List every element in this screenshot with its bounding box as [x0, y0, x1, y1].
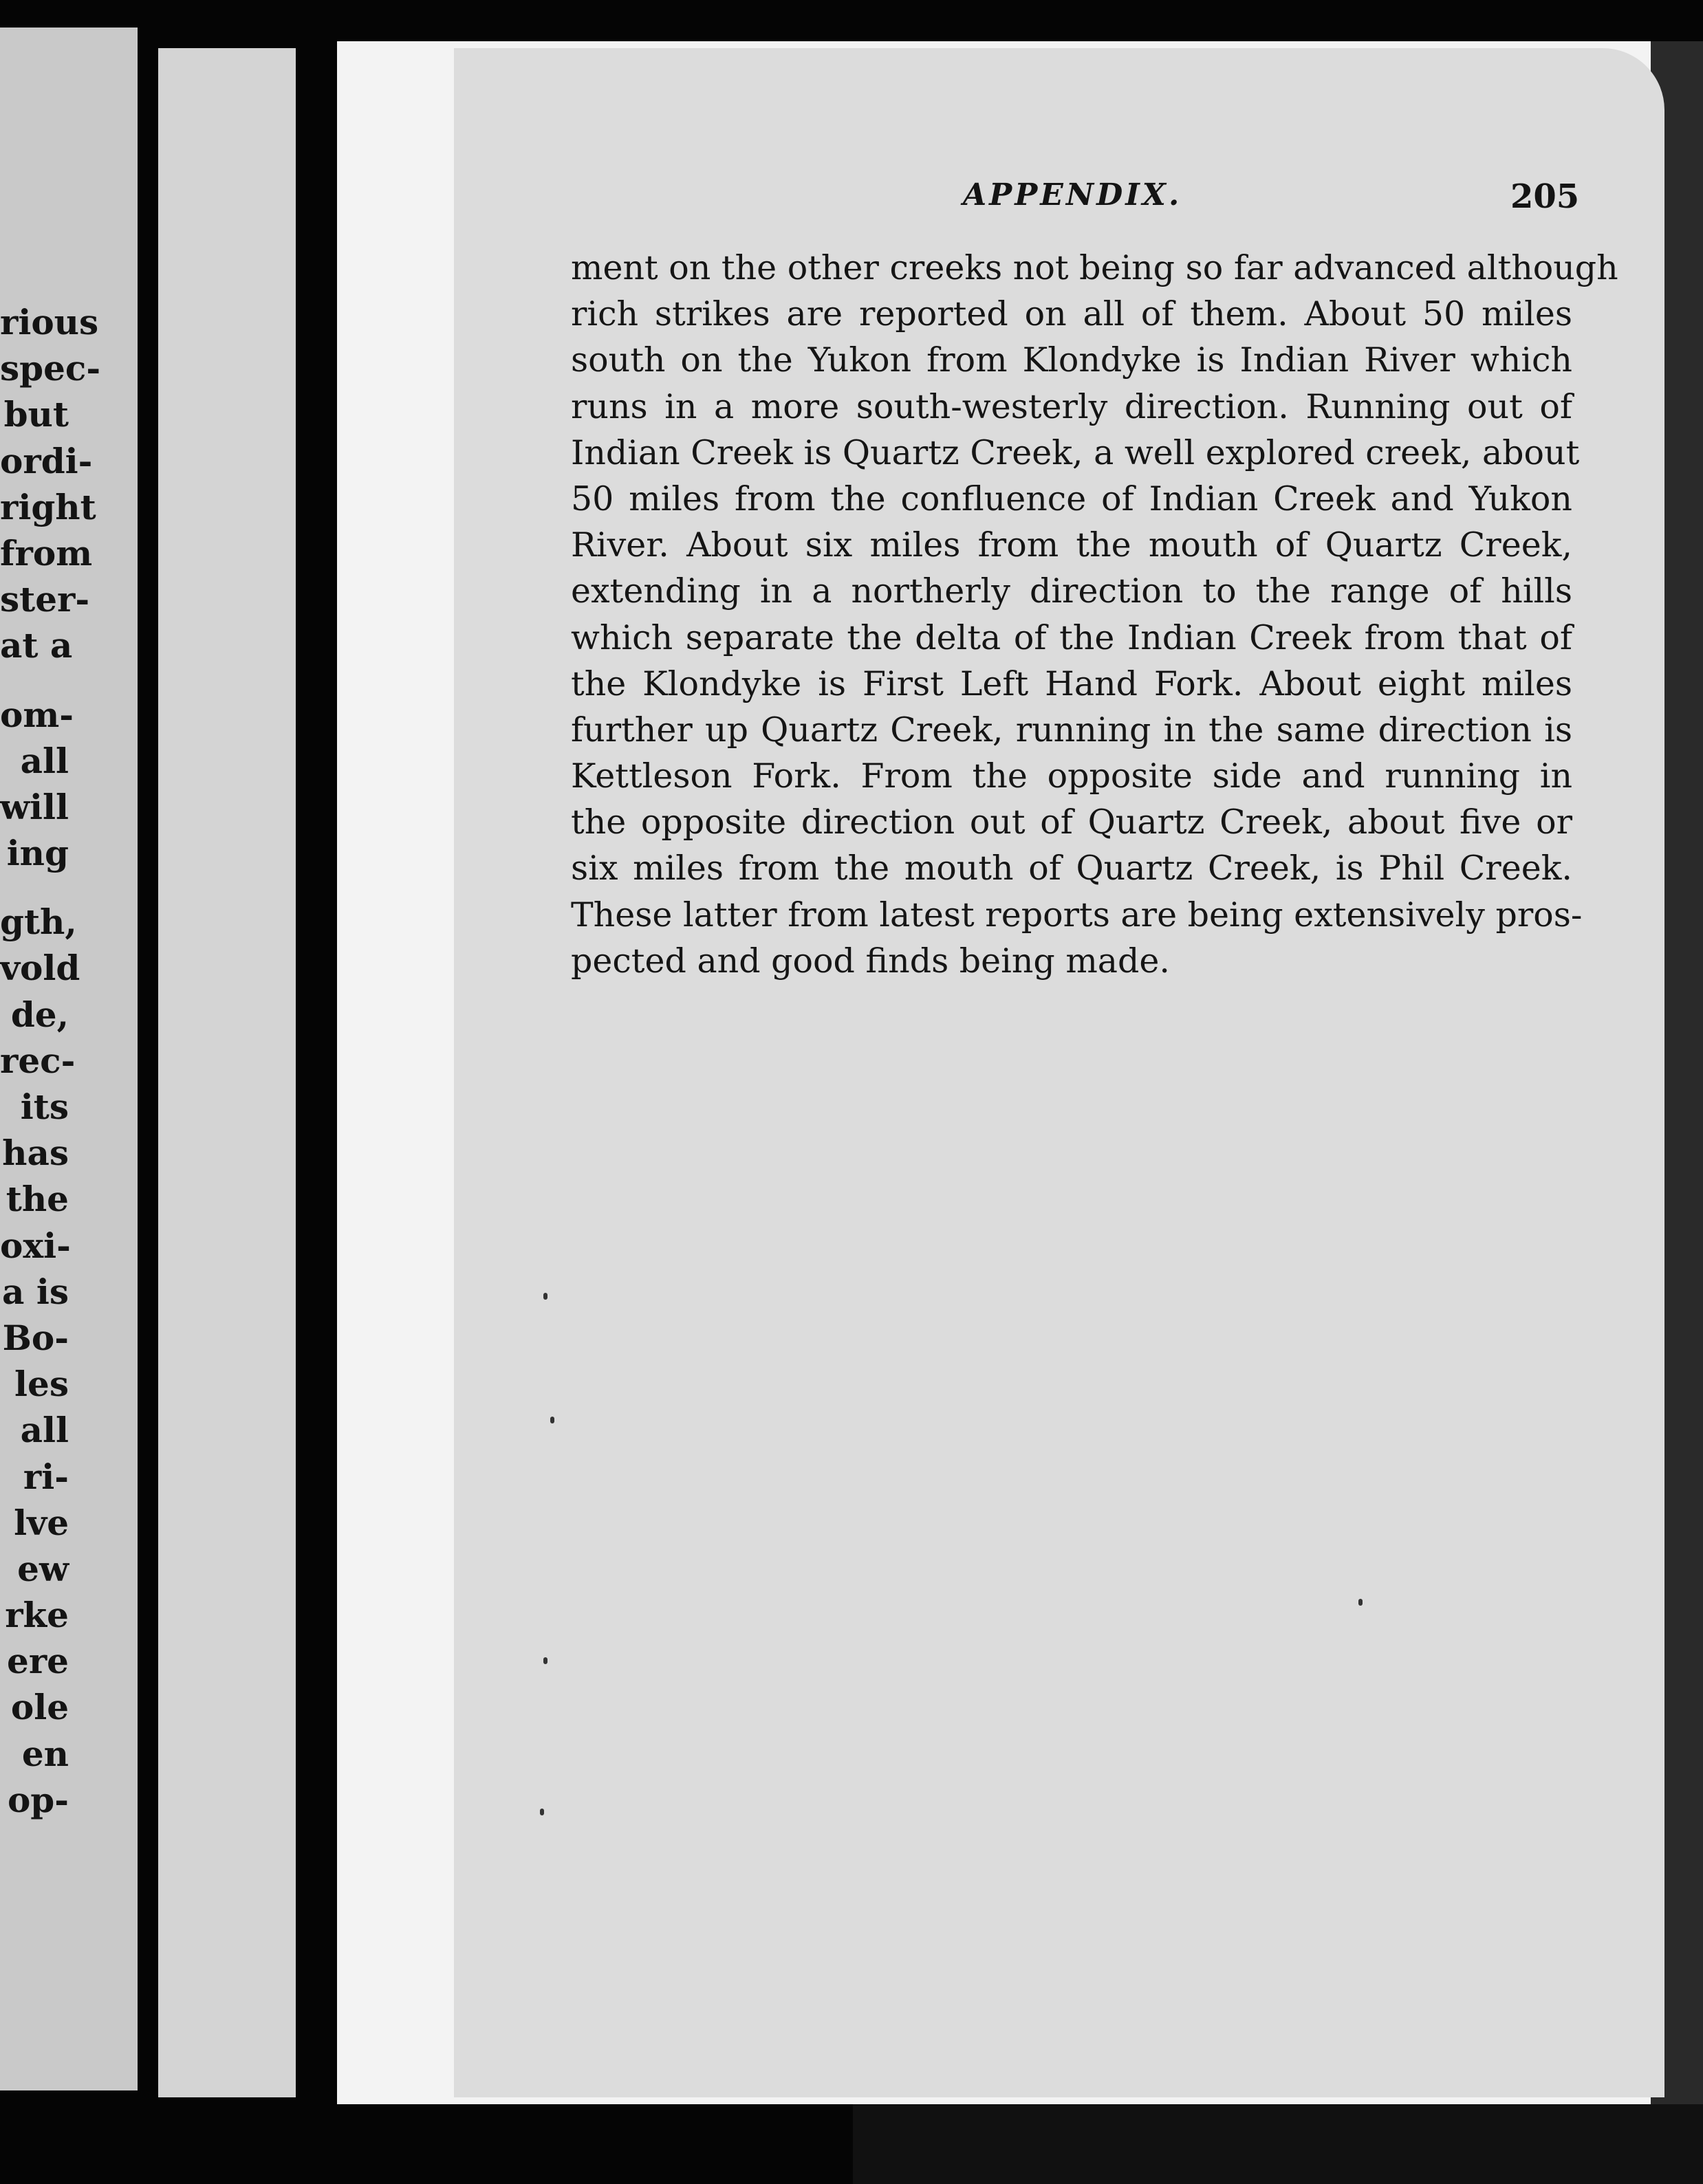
text-line: south on the Yukon from Klondyke is Indian River which — [571, 340, 1572, 380]
left-text-fragment: rke — [5, 1595, 69, 1636]
left-text-fragment: the — [6, 1179, 69, 1220]
scan-speck — [540, 1809, 544, 1815]
left-text-fragment: all — [20, 1410, 69, 1451]
paragraph-gap — [0, 669, 69, 692]
page-number: 205 — [1510, 177, 1580, 216]
left-text-fragment: at a — [0, 625, 73, 666]
left-text-fragment: ster- — [0, 579, 90, 620]
text-line: ment on the other creeks not being so far advanced although — [571, 248, 1618, 287]
book-gutter — [316, 21, 330, 2125]
left-text-fragment: les — [14, 1364, 69, 1405]
left-text-fragment: spec- — [0, 348, 101, 389]
paragraph-gap — [0, 876, 69, 899]
scan-speck — [543, 1657, 547, 1664]
left-text-fragment: vold — [0, 948, 80, 989]
left-text-fragment: op- — [7, 1779, 69, 1820]
text-line: which separate the delta of the Indian Creek from that of — [571, 618, 1572, 657]
left-text-fragment: its — [20, 1086, 69, 1127]
text-line: extending in a northerly direction to the range of hills — [571, 571, 1572, 611]
left-text-fragment: de, — [10, 994, 69, 1035]
left-text-fragment: ing — [6, 833, 69, 874]
left-text-fragment: but — [3, 394, 69, 435]
text-line: Kettleson Fork. From the opposite side and running in — [571, 756, 1572, 796]
left-text-fragment: from — [0, 532, 93, 574]
text-line: further up Quartz Creek, running in the same direction is — [571, 710, 1572, 750]
left-text-fragment: om- — [0, 694, 74, 735]
left-text-fragment: right — [0, 486, 96, 527]
scan-speck — [550, 1417, 554, 1423]
left-page-text-column — [0, 299, 101, 1823]
left-text-fragment: oxi- — [0, 1225, 71, 1266]
left-text-fragment: Bo- — [2, 1317, 69, 1358]
scan-speck — [1358, 1599, 1363, 1606]
left-text-fragment: rec- — [0, 1040, 76, 1081]
text-line: Indian Creek is Quartz Creek, a well explored creek, about — [571, 433, 1580, 472]
left-text-fragment: ordi- — [0, 440, 93, 481]
text-line: the Klondyke is First Left Hand Fork. About eight miles — [571, 664, 1572, 703]
left-text-fragment: a is — [2, 1271, 69, 1312]
scan-speck — [543, 1293, 547, 1300]
text-line: six miles from the mouth of Quartz Creek, is Phil Creek. — [571, 849, 1572, 888]
left-text-fragment: ri- — [23, 1456, 69, 1497]
text-line: River. About six miles from the mouth of Quartz Creek, — [571, 525, 1572, 565]
scan-bottom-edge — [853, 2104, 1703, 2184]
text-line: runs in a more south-westerly direction. Running out of — [571, 386, 1572, 426]
left-text-fragment: ew — [17, 1548, 69, 1589]
left-page — [0, 28, 138, 2090]
text-line: These latter from latest reports are being extensively pros- — [571, 895, 1583, 935]
left-text-fragment: gth, — [0, 902, 77, 943]
text-line: 50 miles from the confluence of Indian Creek and Yukon — [571, 479, 1572, 518]
left-text-fragment: ere — [7, 1641, 69, 1682]
text-line: pected and good finds being made. — [571, 941, 1170, 981]
left-text-fragment: will — [0, 786, 69, 827]
text-line: rich strikes are reported on all of them. About 50 miles — [571, 294, 1572, 334]
left-text-fragment: lve — [14, 1502, 69, 1543]
body-text — [571, 245, 1618, 984]
left-text-fragment: rious — [0, 302, 99, 342]
text-line: the opposite direction out of Quartz Creek, about five or — [571, 802, 1572, 842]
left-page-margin — [158, 48, 296, 2097]
left-text-fragment: has — [2, 1133, 69, 1174]
left-text-fragment: all — [20, 740, 69, 781]
left-text-fragment: en — [21, 1733, 69, 1774]
left-text-fragment: ole — [10, 1687, 69, 1728]
running-head: APPENDIX. — [963, 177, 1182, 212]
